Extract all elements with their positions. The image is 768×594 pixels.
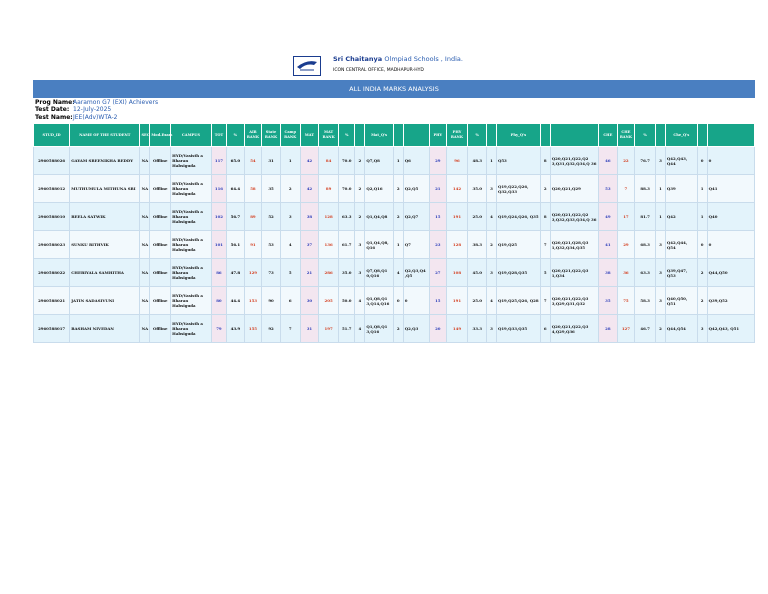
phy-rank-cell: 96 (446, 147, 468, 175)
air-rank-cell: 91 (244, 231, 262, 259)
phy-count-cell: 3 (487, 315, 497, 343)
phy-count-cell: 1 (487, 147, 497, 175)
mat-count-cell: 0 (393, 287, 403, 315)
che-score-cell: 46 (599, 147, 618, 175)
phy-questions-cell: Q19,Q22,Q26, Q32,Q33 (496, 175, 540, 203)
mat-rank-cell: 84 (319, 147, 339, 175)
phy-percent-cell: 35.0 (468, 175, 487, 203)
column-header: State RANK (262, 124, 281, 147)
column-header: PHY (430, 124, 446, 147)
section-cell: NA (140, 259, 150, 287)
phy-questions-cell: Q20,Q21,Q22,Q3 4,Q29,Q36 (550, 315, 598, 343)
mat-rank-cell: 136 (319, 231, 339, 259)
mat-rank-cell: 205 (319, 287, 339, 315)
column-header: CAMPUS (171, 124, 212, 147)
phy-percent-cell: 45.0 (468, 259, 487, 287)
che-count-cell: 2 (697, 287, 707, 315)
phy-rank-cell: 191 (446, 203, 468, 231)
total-cell: 116 (211, 175, 226, 203)
student-id-cell: 2960588017 (34, 315, 70, 343)
che-rank-cell: 7 (617, 175, 635, 203)
che-rank-cell: 36 (617, 259, 635, 287)
che-questions-cell: Q40,Q50, Q51 (665, 287, 697, 315)
mode-cell: Offline (150, 147, 171, 175)
state-rank-cell: 92 (262, 315, 281, 343)
che-count-cell: 1 (697, 175, 707, 203)
student-name-cell: GAYAM SREENIKHA REDDY (70, 147, 140, 175)
che-questions-cell: Q42,Q44, Q54 (665, 231, 697, 259)
phy-percent-cell: 38.3 (468, 231, 487, 259)
che-questions-cell: Q41 (707, 175, 754, 203)
che-count-cell: 1 (656, 175, 666, 203)
student-name-cell: BASHAM NIVEDAN (70, 315, 140, 343)
mat-score-cell: 21 (300, 259, 319, 287)
che-rank-cell: 17 (617, 203, 635, 231)
mat-questions-cell: Q1,Q8,Q1 3,Q16 (365, 315, 394, 343)
column-header: Camp RANK (280, 124, 300, 147)
mat-questions-cell: Q2,Q16 (365, 175, 394, 203)
percent-cell: 64.4 (227, 175, 245, 203)
phy-questions-cell: Q19,Q25,Q26, Q28 (496, 287, 540, 315)
che-questions-cell: 0 (707, 147, 754, 175)
campus-rank-cell: 2 (280, 175, 300, 203)
table-row (34, 287, 755, 315)
total-cell: 86 (211, 259, 226, 287)
mat-count-cell: 2 (393, 203, 403, 231)
column-header: Che_Q's (665, 124, 697, 147)
test-date: Test Date: 12-July-2025 (35, 106, 112, 113)
mat-percent-cell: 35.0 (338, 259, 354, 287)
student-id-cell: 2960588022 (34, 259, 70, 287)
phy-score-cell: 23 (430, 231, 446, 259)
mat-questions-cell: Q6 (403, 147, 429, 175)
campus-cell: HYD/Vasisth a Bharan Habsiguda (171, 147, 212, 175)
mode-cell: Offline (150, 259, 171, 287)
mat-questions-cell: Q2,Q3 (403, 315, 429, 343)
state-rank-cell: 31 (262, 147, 281, 175)
mode-cell: Offline (150, 287, 171, 315)
che-percent-cell: 68.3 (635, 231, 656, 259)
che-questions-cell: Q40 (707, 203, 754, 231)
mat-questions-cell: Q1,Q8,Q1 3,Q14,Q16 (365, 287, 394, 315)
section-cell: NA (140, 315, 150, 343)
air-rank-cell: 155 (244, 315, 262, 343)
mat-score-cell: 38 (300, 203, 319, 231)
phy-questions-cell: Q20,Q21,Q22,Q3 1,Q34 (550, 259, 598, 287)
column-header: MAT (300, 124, 319, 147)
brand-name: Sri Chaitanya Olmpiad Schools , India. (333, 55, 463, 63)
student-id-cell: 2960588012 (34, 175, 70, 203)
phy-score-cell: 15 (430, 203, 446, 231)
state-rank-cell: 73 (262, 259, 281, 287)
mat-questions-cell: Q7,Q8 (365, 147, 394, 175)
che-percent-cell: 88.3 (635, 175, 656, 203)
che-score-cell: 49 (599, 203, 618, 231)
mat-questions-cell: Q2,Q7 (403, 203, 429, 231)
che-questions-cell: Q44,Q54 (665, 315, 697, 343)
che-rank-cell: 75 (617, 287, 635, 315)
mode-cell: Offline (150, 231, 171, 259)
column-header: % (227, 124, 245, 147)
air-rank-cell: 89 (244, 203, 262, 231)
che-score-cell: 41 (599, 231, 618, 259)
che-percent-cell: 46.7 (635, 315, 656, 343)
state-rank-cell: 52 (262, 203, 281, 231)
che-rank-cell: 22 (617, 147, 635, 175)
che-questions-cell: Q42,Q43, Q51 (707, 315, 754, 343)
office-name: ICON CENTRAL OFFICE, MADHAPUR-HYD (333, 68, 424, 73)
phy-questions-cell: Q20,Q21,Q22,Q3 3,Q29,Q31,Q32 (550, 287, 598, 315)
percent-cell: 47.8 (227, 259, 245, 287)
mat-count-cell: 2 (355, 203, 365, 231)
mat-count-cell: 2 (393, 175, 403, 203)
mat-percent-cell: 63.3 (338, 203, 354, 231)
mat-count-cell: 2 (393, 315, 403, 343)
percent-cell: 44.4 (227, 287, 245, 315)
table-row (34, 175, 755, 203)
percent-cell: 43.9 (227, 315, 245, 343)
mat-count-cell: 1 (393, 147, 403, 175)
section-cell: NA (140, 231, 150, 259)
che-count-cell: 3 (656, 287, 666, 315)
mat-questions-cell: Q1,Q4,Q8 (365, 203, 394, 231)
section-cell: NA (140, 147, 150, 175)
total-cell: 102 (211, 203, 226, 231)
mat-score-cell: 37 (300, 231, 319, 259)
che-score-cell: 53 (599, 175, 618, 203)
state-rank-cell: 90 (262, 287, 281, 315)
phy-rank-cell: 191 (446, 287, 468, 315)
column-header: NAME OF THE STUDENT (70, 124, 140, 147)
mat-percent-cell: 61.7 (338, 231, 354, 259)
mat-questions-cell: Q2,Q5 (403, 175, 429, 203)
phy-count-cell: 8 (540, 203, 550, 231)
section-cell: NA (140, 175, 150, 203)
section-cell: NA (140, 287, 150, 315)
total-cell: 79 (211, 315, 226, 343)
phy-questions-cell: Q20,Q21,Q28,Q3 1,Q32,Q34,Q35 (550, 231, 598, 259)
phy-count-cell: 4 (487, 203, 497, 231)
phy-questions-cell: Q19,Q25 (496, 231, 540, 259)
phy-rank-cell: 142 (446, 175, 468, 203)
mat-rank-cell: 128 (319, 203, 339, 231)
mode-cell: Offline (150, 315, 171, 343)
phy-questions-cell: Q20,Q21,Q22,Q2 3,Q32,Q33,Q34,Q 36 (550, 203, 598, 231)
column-header (403, 124, 429, 147)
student-name-cell: REELA SATWIK (70, 203, 140, 231)
column-header: CHE (599, 124, 618, 147)
percent-cell: 56.1 (227, 231, 245, 259)
phy-count-cell: 3 (487, 259, 497, 287)
column-header: Phy_Q's (496, 124, 540, 147)
campus-rank-cell: 3 (280, 203, 300, 231)
mode-cell: Offline (150, 203, 171, 231)
che-percent-cell: 81.7 (635, 203, 656, 231)
percent-cell: 65.0 (227, 147, 245, 175)
che-questions-cell: Q42 (665, 203, 697, 231)
che-questions-cell: Q44,Q50 (707, 259, 754, 287)
student-name-cell: SUNKU RITHVIK (70, 231, 140, 259)
mat-questions-cell: Q7,Q8,Q1 0,Q16 (365, 259, 394, 287)
phy-count-cell: 3 (487, 175, 497, 203)
mat-percent-cell: 50.0 (338, 287, 354, 315)
phy-questions-cell: Q20,Q21,Q29 (550, 175, 598, 203)
campus-rank-cell: 1 (280, 147, 300, 175)
che-count-cell: 3 (656, 147, 666, 175)
column-header (355, 124, 365, 147)
mat-count-cell: 4 (355, 287, 365, 315)
campus-rank-cell: 7 (280, 315, 300, 343)
phy-count-cell: 2 (487, 231, 497, 259)
total-cell: 117 (211, 147, 226, 175)
che-questions-cell: Q39,Q52 (707, 287, 754, 315)
air-rank-cell: 153 (244, 287, 262, 315)
phy-questions-cell: Q19,Q28,Q35 (496, 259, 540, 287)
table-row (34, 315, 755, 343)
phy-count-cell: 5 (540, 259, 550, 287)
phy-percent-cell: 48.3 (468, 147, 487, 175)
phy-questions-cell: Q19,Q24,Q26, Q35 (496, 203, 540, 231)
table-row (34, 259, 755, 287)
table-row (34, 231, 755, 259)
column-header: % (635, 124, 656, 147)
student-id-cell: 2960588023 (34, 231, 70, 259)
table-header (34, 124, 755, 147)
che-count-cell: 1 (697, 203, 707, 231)
phy-score-cell: 15 (430, 287, 446, 315)
phy-rank-cell: 108 (446, 259, 468, 287)
column-header: % (338, 124, 354, 147)
school-logo (293, 56, 321, 76)
mat-questions-cell: Q7 (403, 231, 429, 259)
total-cell: 80 (211, 287, 226, 315)
section-cell: NA (140, 203, 150, 231)
mat-questions-cell: 0 (403, 287, 429, 315)
mat-percent-cell: 70.0 (338, 175, 354, 203)
campus-cell: HYD/Vasisth a Bharan Habsiguda (171, 175, 212, 203)
campus-rank-cell: 6 (280, 287, 300, 315)
column-header: Mod.Exam (150, 124, 171, 147)
che-questions-cell: Q39 (665, 175, 697, 203)
phy-score-cell: 20 (430, 315, 446, 343)
column-header (487, 124, 497, 147)
state-rank-cell: 53 (262, 231, 281, 259)
che-percent-cell: 58.3 (635, 287, 656, 315)
column-header: AIR RANK (244, 124, 262, 147)
mat-questions-cell: Q1,Q4,Q8, Q16 (365, 231, 394, 259)
phy-rank-cell: 149 (446, 315, 468, 343)
state-rank-cell: 35 (262, 175, 281, 203)
column-header: MAT RANK (319, 124, 339, 147)
mat-percent-cell: 51.7 (338, 315, 354, 343)
phy-questions-cell: Q20,Q21,Q22,Q2 3,Q31,Q32,Q34,Q 36 (550, 147, 598, 175)
mat-count-cell: 4 (393, 259, 403, 287)
phy-percent-cell: 25.0 (468, 287, 487, 315)
phy-count-cell: 7 (540, 287, 550, 315)
phy-score-cell: 29 (430, 147, 446, 175)
student-name-cell: MUTHUMULA MITHUNA SRI (70, 175, 140, 203)
che-questions-cell: Q42,Q43, Q44 (665, 147, 697, 175)
air-rank-cell: 54 (244, 147, 262, 175)
mat-count-cell: 2 (355, 175, 365, 203)
che-count-cell: 2 (656, 315, 666, 343)
column-header (550, 124, 598, 147)
column-header: % (468, 124, 487, 147)
che-score-cell: 28 (599, 315, 618, 343)
campus-rank-cell: 5 (280, 259, 300, 287)
air-rank-cell: 58 (244, 175, 262, 203)
marks-table (33, 123, 755, 343)
che-percent-cell: 63.3 (635, 259, 656, 287)
che-count-cell: 1 (656, 203, 666, 231)
column-header: PHY RANK (446, 124, 468, 147)
mat-count-cell: 3 (355, 259, 365, 287)
column-header: SEC (140, 124, 150, 147)
table-row (34, 203, 755, 231)
phy-count-cell: 6 (540, 315, 550, 343)
phy-score-cell: 27 (430, 259, 446, 287)
campus-cell: HYD/Vasisth a Bharan Habsiguda (171, 203, 212, 231)
campus-cell: HYD/Vasisth a Bharan Habsiguda (171, 315, 212, 343)
che-count-cell: 2 (697, 259, 707, 287)
phy-percent-cell: 25.0 (468, 203, 487, 231)
che-count-cell: 3 (656, 259, 666, 287)
column-header (707, 124, 754, 147)
che-count-cell: 3 (656, 231, 666, 259)
student-name-cell: CHEBIYALA SAMHITHA (70, 259, 140, 287)
mat-percent-cell: 70.0 (338, 147, 354, 175)
column-header (656, 124, 666, 147)
phy-score-cell: 21 (430, 175, 446, 203)
column-header (540, 124, 550, 147)
column-header: TOT (211, 124, 226, 147)
che-count-cell: 0 (697, 231, 707, 259)
campus-rank-cell: 4 (280, 231, 300, 259)
phy-percent-cell: 33.3 (468, 315, 487, 343)
mat-rank-cell: 197 (319, 315, 339, 343)
phy-rank-cell: 128 (446, 231, 468, 259)
air-rank-cell: 129 (244, 259, 262, 287)
campus-cell: HYD/Vasisth a Bharan Habsiguda (171, 259, 212, 287)
campus-cell: HYD/Vasisth a Bharan Habsiguda (171, 231, 212, 259)
che-score-cell: 35 (599, 287, 618, 315)
che-questions-cell: Q39,Q47, Q53 (665, 259, 697, 287)
table-row (34, 147, 755, 175)
campus-cell: HYD/Vasisth a Bharan Habsiguda (171, 287, 212, 315)
prog-name: Prog Name:Aaramon G7 (EXI) Achievers (35, 99, 159, 106)
mat-score-cell: 31 (300, 315, 319, 343)
phy-count-cell: 4 (487, 287, 497, 315)
che-rank-cell: 29 (617, 231, 635, 259)
mat-count-cell: 4 (355, 315, 365, 343)
phy-count-cell: 7 (540, 231, 550, 259)
column-header (697, 124, 707, 147)
column-header (393, 124, 403, 147)
mat-questions-cell: Q2,Q3,Q4 ,Q5 (403, 259, 429, 287)
che-count-cell: 3 (697, 315, 707, 343)
mat-count-cell: 1 (393, 231, 403, 259)
student-id-cell: 2960588010 (34, 203, 70, 231)
mat-count-cell: 3 (355, 231, 365, 259)
total-cell: 101 (211, 231, 226, 259)
student-id-cell: 2960588026 (34, 147, 70, 175)
phy-questions-cell: Q19,Q33,Q35 (496, 315, 540, 343)
phy-count-cell: 2 (540, 175, 550, 203)
student-id-cell: 2960588021 (34, 287, 70, 315)
mat-score-cell: 30 (300, 287, 319, 315)
che-rank-cell: 127 (617, 315, 635, 343)
percent-cell: 56.7 (227, 203, 245, 231)
test-name: Test Name:JEE(Adv)WTA-2 (35, 114, 118, 121)
phy-count-cell: 8 (540, 147, 550, 175)
che-score-cell: 38 (599, 259, 618, 287)
che-count-cell: 0 (697, 147, 707, 175)
phy-questions-cell: Q53 (496, 147, 540, 175)
che-percent-cell: 76.7 (635, 147, 656, 175)
mat-score-cell: 42 (300, 147, 319, 175)
column-header: Mat_Q's (365, 124, 394, 147)
mat-rank-cell: 286 (319, 259, 339, 287)
mat-score-cell: 42 (300, 175, 319, 203)
che-questions-cell: 0 (707, 231, 754, 259)
mat-count-cell: 2 (355, 147, 365, 175)
column-header: STUD_ID (34, 124, 70, 147)
mode-cell: Offline (150, 175, 171, 203)
mat-rank-cell: 89 (319, 175, 339, 203)
report-banner: ALL INDIA MARKS ANALYSIS (33, 80, 755, 98)
student-name-cell: JATIN SADASIVUNI (70, 287, 140, 315)
column-header: CHE RANK (617, 124, 635, 147)
